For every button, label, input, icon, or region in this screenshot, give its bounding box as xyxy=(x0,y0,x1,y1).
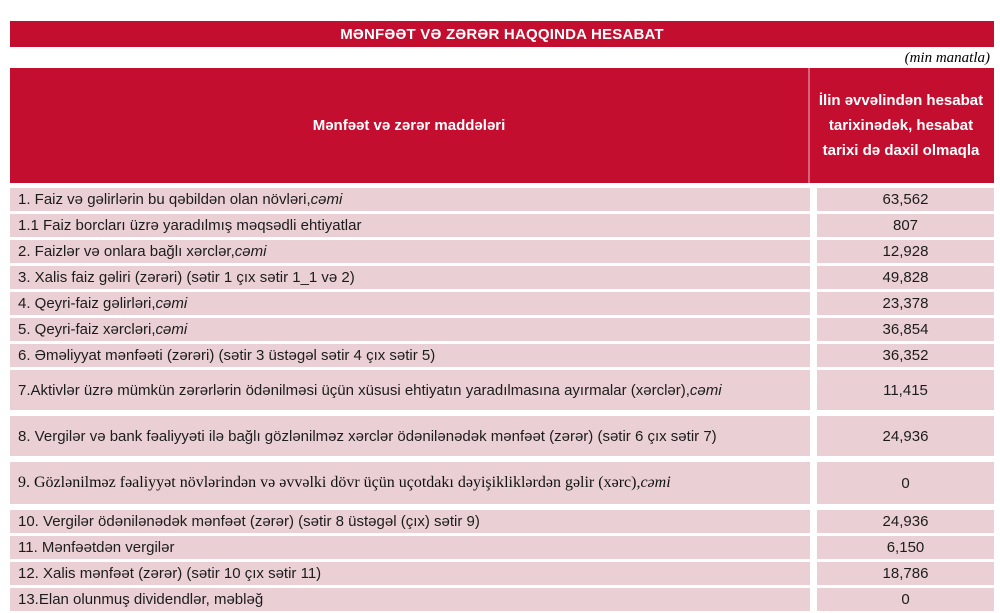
row-label-cell xyxy=(10,214,810,237)
row-label-cell xyxy=(10,370,810,410)
row-label-cell xyxy=(10,588,810,611)
row-label: 2. Faizlər və onlara bağlı xərclər, xyxy=(18,243,235,260)
row-label: 13.Elan olunmuş dividendlər, məbləğ xyxy=(18,591,264,608)
table-row xyxy=(10,344,994,367)
report-title: MƏNFƏƏT VƏ ZƏRƏR HAQQINDA HESABAT xyxy=(340,25,664,43)
row-value-cell xyxy=(817,510,994,533)
table-row xyxy=(10,240,994,263)
row-label-cell xyxy=(10,536,810,559)
row-value: 11,415 xyxy=(883,381,928,399)
row-label: 3. Xalis faiz gəliri (zərəri) (sətir 1 çıx sətir 1_1 və 2) xyxy=(18,269,355,286)
row-label-suffix: cəmi xyxy=(234,243,267,260)
row-value: 63,562 xyxy=(882,191,929,208)
row-value-cell xyxy=(817,188,994,211)
row-value: 36,854 xyxy=(882,321,929,338)
table-row xyxy=(10,292,994,315)
row-value: 807 xyxy=(892,217,919,234)
row-value-cell xyxy=(817,370,994,410)
row-value-cell xyxy=(817,588,994,611)
table-row xyxy=(10,536,994,559)
items-column-header-label: Mənfəət və zərər maddələri xyxy=(312,117,506,134)
row-value-cell xyxy=(817,292,994,315)
row-label-cell xyxy=(10,510,810,533)
value-column-header-label: İlin əvvəlindən hesabat tarixinədək, hesabat tarixi də daxil olmaqla xyxy=(818,92,984,159)
row-label: 12. Xalis mənfəət (zərər) (sətir 10 çıx sətir 11) xyxy=(18,565,322,582)
report-title-bar xyxy=(10,21,994,47)
row-label-cell xyxy=(10,318,810,341)
row-value: 49,828 xyxy=(882,269,929,286)
report-rows xyxy=(10,188,994,611)
row-label: 8. Vergilər və bank fəaliyyəti ilə bağlı gözlənilməz xərclər ödənilənədək mənfəət (zərər) (sətir 6 çıx sətir 7) xyxy=(18,427,717,445)
row-value: 0 xyxy=(901,474,910,492)
row-label-suffix: cəmi xyxy=(310,191,343,208)
row-label-suffix: cəmi xyxy=(155,295,188,312)
row-label: 1.1 Faiz borcları üzrə yaradılmış məqsədli ehtiyatlar xyxy=(18,217,362,234)
table-header xyxy=(10,68,994,183)
table-row xyxy=(10,214,994,237)
row-value-cell xyxy=(817,240,994,263)
row-value: 24,936 xyxy=(882,427,929,445)
unit-note: (min manatla) xyxy=(904,50,990,66)
row-value-cell xyxy=(817,462,994,504)
row-label-suffix: cəmi xyxy=(689,381,722,399)
row-value: 23,378 xyxy=(882,295,929,312)
row-value-cell xyxy=(817,536,994,559)
table-row xyxy=(10,188,994,211)
row-label: 4. Qeyri-faiz gəlirləri, xyxy=(18,295,156,312)
row-value: 18,786 xyxy=(882,565,929,582)
value-column-header xyxy=(810,68,992,183)
row-label-cell xyxy=(10,266,810,289)
row-label: 7.Aktivlər üzrə mümkün zərərlərin ödənilməsi üçün xüsusi ehtiyatın yaradılmasına ayırmalar (xərclər), xyxy=(18,381,690,399)
row-label: 9. Gözlənilməz fəaliyyət növlərindən və əvvəlki dövr üçün uçotdakı dəyişikliklərdən gəlir (xərc), xyxy=(18,474,641,491)
row-label-suffix: cəmi xyxy=(155,321,188,338)
items-column-header xyxy=(10,68,810,183)
row-value-cell xyxy=(817,266,994,289)
row-value: 36,352 xyxy=(882,347,929,364)
row-value: 6,150 xyxy=(886,539,925,556)
row-label-cell xyxy=(10,344,810,367)
table-row xyxy=(10,588,994,611)
report-page xyxy=(10,21,994,611)
row-label: 6. Əməliyyat mənfəəti (zərəri) (sətir 3 üstəgəl sətir 4 çıx sətir 5) xyxy=(18,347,436,364)
row-value: 12,928 xyxy=(882,243,929,260)
row-label-suffix: cəmi xyxy=(640,474,671,491)
row-value-cell xyxy=(817,562,994,585)
row-label-cell xyxy=(10,188,810,211)
row-value-cell xyxy=(817,416,994,456)
table-row xyxy=(10,562,994,585)
table-row xyxy=(10,266,994,289)
row-label-cell xyxy=(10,562,810,585)
table-row xyxy=(10,318,994,341)
row-value: 0 xyxy=(901,591,910,608)
row-label: 5. Qeyri-faiz xərcləri, xyxy=(18,321,156,338)
table-row xyxy=(10,462,994,504)
table-row xyxy=(10,370,994,410)
row-label: 1. Faiz və gəlirlərin bu qəbildən olan növləri, xyxy=(18,191,311,208)
row-label-cell xyxy=(10,240,810,263)
row-value-cell xyxy=(817,318,994,341)
row-value: 24,936 xyxy=(882,513,929,530)
table-row xyxy=(10,416,994,456)
row-value-cell xyxy=(817,344,994,367)
row-value-cell xyxy=(817,214,994,237)
row-label-cell xyxy=(10,292,810,315)
row-label-cell xyxy=(10,462,810,504)
table-row xyxy=(10,510,994,533)
row-label: 10. Vergilər ödənilənədək mənfəət (zərər) (sətir 8 üstəgəl (çıx) sətir 9) xyxy=(18,513,480,530)
row-label-cell xyxy=(10,416,810,456)
row-label: 11. Mənfəətdən vergilər xyxy=(18,539,175,556)
